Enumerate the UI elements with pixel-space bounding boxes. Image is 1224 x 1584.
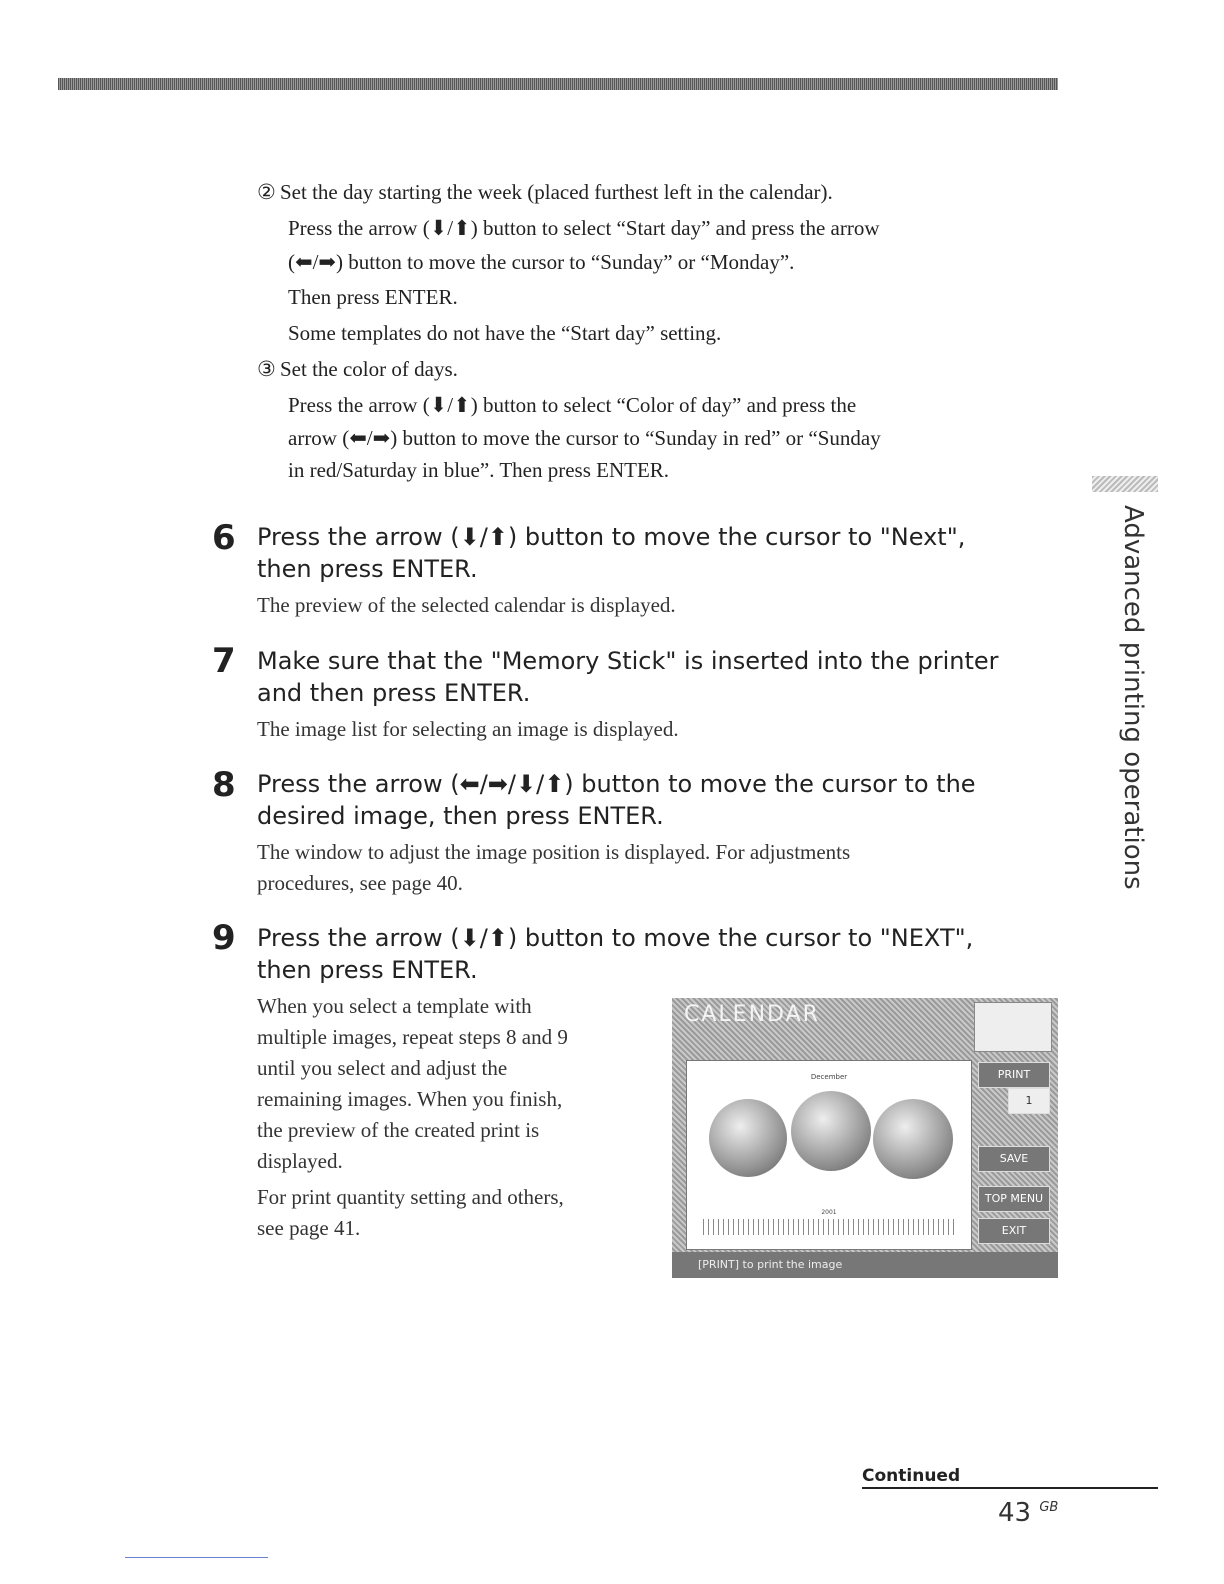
substep-2-title: ② Set the day starting the week (placed furthest left in the calendar). — [257, 180, 833, 204]
step-7-body: The image list for selecting an image is displayed. — [257, 717, 679, 741]
screen-title: CALENDAR — [684, 1002, 820, 1027]
step-9-body-3: until you select and adjust the — [257, 1056, 508, 1080]
side-tab-label: Advanced printing operations — [1118, 505, 1148, 890]
substep-3-line-1: Press the arrow (⬇/⬆) button to select “Color of day” and press the — [288, 393, 857, 417]
template-thumbnail — [974, 1002, 1052, 1052]
save-button[interactable]: SAVE — [978, 1146, 1050, 1172]
step-9-body-1: When you select a template with — [257, 994, 532, 1018]
step-9-heading-1: Press the arrow (⬇/⬆) button to move the cursor to "NEXT", — [257, 924, 974, 952]
bottom-rule — [125, 1557, 268, 1558]
step-6-number: 6 — [212, 518, 236, 558]
step-9-heading-2: then press ENTER. — [257, 956, 478, 984]
calendar-month: December — [810, 1073, 848, 1081]
calendar-year: 2001 — [821, 1209, 837, 1216]
continued-label: Continued — [862, 1466, 961, 1486]
substep-3-title: ③ Set the color of days. — [257, 357, 458, 381]
step-7-heading-2: and then press ENTER. — [257, 679, 531, 707]
substep-2-line-1: Press the arrow (⬇/⬆) button to select “Start day” and press the arrow — [288, 216, 880, 240]
calendar-days-grid — [703, 1219, 955, 1235]
top-rule — [58, 78, 1058, 90]
step-8-number: 8 — [212, 765, 236, 805]
step-8-body-2: procedures, see page 40. — [257, 871, 463, 895]
step-7-number: 7 — [212, 641, 236, 681]
step-9-body-4: remaining images. When you finish, — [257, 1087, 563, 1111]
step-6-body: The preview of the selected calendar is displayed. — [257, 593, 676, 617]
step-6-heading-1: Press the arrow (⬇/⬆) button to move the cursor to "Next", — [257, 523, 966, 551]
substep-2-line-4: Some templates do not have the “Start day” setting. — [288, 321, 722, 345]
step-8-heading-1: Press the arrow (⬅/➡/⬇/⬆) button to move the cursor to the — [257, 770, 976, 798]
photo-circle-2 — [791, 1091, 871, 1171]
step-7-heading-1: Make sure that the "Memory Stick" is inserted into the printer — [257, 647, 999, 675]
print-button[interactable]: PRINT — [978, 1062, 1050, 1088]
photo-circle-3 — [873, 1099, 953, 1179]
side-tab-marker — [1092, 476, 1158, 492]
step-9-number: 9 — [212, 918, 236, 958]
step-8-heading-2: desired image, then press ENTER. — [257, 802, 664, 830]
calendar-preview — [686, 1060, 972, 1250]
step-9-body-2: multiple images, repeat steps 8 and 9 — [257, 1025, 568, 1049]
status-bar: [PRINT] to print the image — [672, 1252, 1058, 1278]
top-menu-button[interactable]: TOP MENU — [978, 1186, 1050, 1212]
step-9-body-7: For print quantity setting and others, — [257, 1185, 564, 1209]
substep-3-line-3: in red/Saturday in blue”. Then press ENTER. — [288, 458, 670, 482]
page-number: 43 $^{GB}$ — [998, 1498, 1059, 1528]
step-9-body-8: see page 41. — [257, 1216, 361, 1240]
step-6-heading-2: then press ENTER. — [257, 555, 478, 583]
substep-3-line-2: arrow (⬅/➡) button to move the cursor to “Sunday in red” or “Sunday — [288, 426, 881, 450]
substep-2-line-3: Then press ENTER. — [288, 285, 458, 309]
substep-2-line-2: (⬅/➡) button to move the cursor to “Sunday” or “Monday”. — [288, 250, 795, 274]
step-9-body-5: the preview of the created print is — [257, 1118, 540, 1142]
step-9-body-6: displayed. — [257, 1149, 343, 1173]
step-8-body-1: The window to adjust the image position is displayed. For adjustments — [257, 840, 851, 864]
calendar-screen-image — [672, 998, 1058, 1278]
photo-circle-1 — [709, 1099, 787, 1177]
exit-button[interactable]: EXIT — [978, 1218, 1050, 1244]
continued-rule — [862, 1487, 1158, 1489]
quantity-field[interactable]: 1 — [1008, 1088, 1050, 1114]
